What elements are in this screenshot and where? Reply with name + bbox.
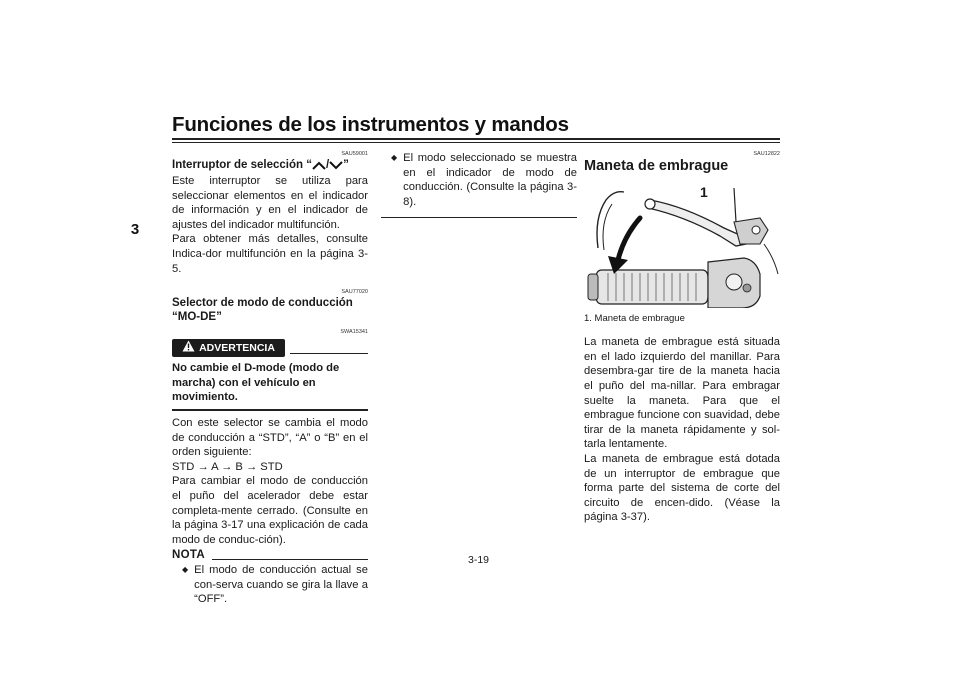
warning-text: No cambie el D-mode (modo de marcha) con el vehículo en movimiento.	[172, 362, 340, 404]
selector-reference: Para obtener más detalles, consulte Indica-dor multifunción en la página 3-5.	[172, 233, 368, 275]
column-1	[172, 150, 368, 607]
chapter-tab: 3	[130, 221, 140, 238]
dmode-text-2: Para cambiar el modo de conducción el puño del acelerador debe estar completa-mente cerrado. (Consulte en la página 3-17 una explicación de cada modo de conduc-ción).	[172, 475, 368, 546]
clutch-lever-illustration	[584, 178, 780, 308]
clutch-text: La maneta de embrague está situada en el lado izquierdo del manillar. Para desembra-gar tire de la maneta hacia el puño del ma-nillar. Para embragar suelte la maneta. Para que el embrague funcione con suavidad, debe tirar de la maneta rápidamente y sol-tarla lentamente.	[584, 336, 780, 451]
warning-icon	[182, 340, 195, 357]
note-bullet: ◆ El modo seleccionado se muestra en el indicador de modo de conducción. (Consulte la página 3-8).	[391, 152, 577, 208]
note-bullet: ◆ El modo de conducción actual se con-serva cuando se gira la llave a “OFF”.	[182, 564, 368, 606]
note-header	[172, 549, 368, 563]
warning-badge: ADVERTENCIA	[172, 339, 285, 357]
figure-callout-label: 1	[700, 183, 708, 200]
up-arrow-icon	[312, 160, 326, 174]
page-number: 3-19	[468, 554, 490, 566]
dmode-heading: Selector de modo de conducción “MO-DE”	[172, 297, 353, 324]
dmode-sequence: STD → A → B → STD	[172, 460, 283, 473]
header-rule	[172, 138, 780, 140]
note-end-rule	[381, 217, 577, 218]
page-title: Funciones de los instrumentos y mandos	[172, 113, 569, 136]
figure-caption: 1. Maneta de embrague	[584, 312, 685, 324]
reference-code: SAU12822	[753, 151, 780, 157]
down-arrow-icon	[329, 160, 343, 174]
bullet-icon: ◆	[182, 565, 189, 575]
column-3	[584, 150, 780, 525]
clutch-text-2: La maneta de embrague está dotada de un interruptor de embrague que forma parte del sistema de corte del circuito de encen-dido. (Véase la página 3-37).	[584, 452, 780, 524]
warning-end-rule	[172, 409, 368, 411]
selector-text: Este interruptor se utiliza para seleccionar elementos en el indicador de información y en el indicador de ajustes del indicador multifunción.	[172, 175, 368, 231]
selector-switch-heading: Interruptor de selección “ / ”	[172, 158, 368, 174]
column-2	[381, 151, 577, 223]
header-rule-thin	[172, 142, 780, 143]
warning-box	[172, 339, 368, 359]
dmode-text: Con este selector se cambia el modo de conducción a “STD”, “A” o “B” en el orden siguiente:	[172, 416, 368, 459]
note-label: NOTA	[172, 549, 205, 562]
section-title: Maneta de embrague	[584, 158, 729, 174]
reference-code: SAU59001	[341, 151, 368, 157]
reference-code: SWA15341	[340, 329, 368, 336]
reference-code: SAU77020	[341, 289, 368, 296]
bullet-icon: ◆	[391, 153, 398, 162]
